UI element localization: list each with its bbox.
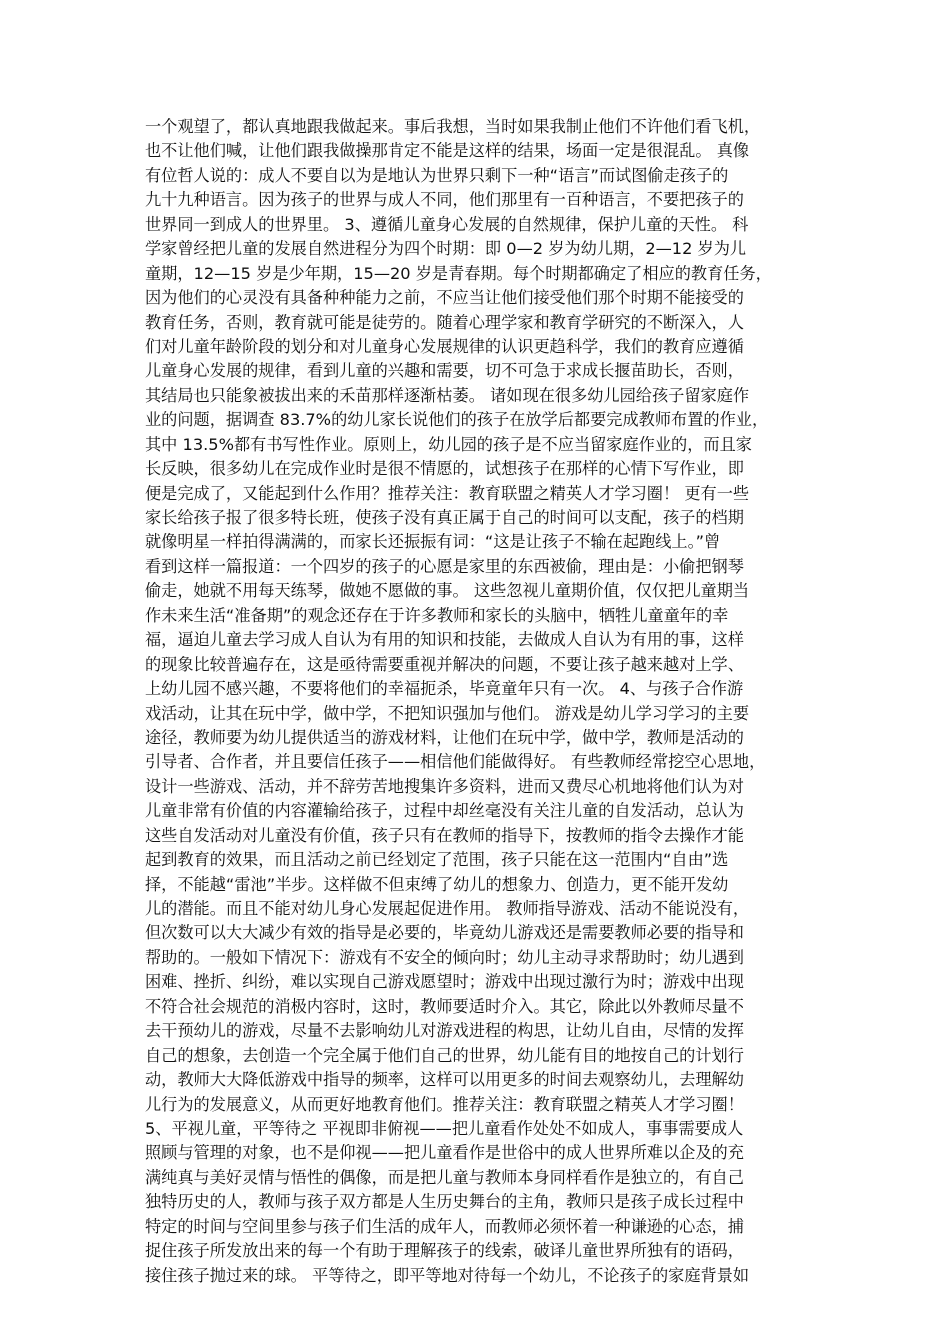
text-line: 上幼儿园不感兴趣，不要将他们的幸福扼杀，毕竟童年只有一次。 4、与孩子合作游: [145, 679, 744, 699]
text-line: 帮助的。一般如下情况下：游戏有不安全的倾向时；幼儿主动寻求帮助时；幼儿遇到: [145, 947, 744, 967]
text-line: 有位哲人说的：成人不要自以为是地认为世界只剩下一种“语言”而试图偷走孩子的: [145, 165, 729, 185]
text-line: 捉住孩子所发放出来的每一个有助于理解孩子的线索，破译儿童世界所独有的语码，: [145, 1241, 744, 1261]
text-line: 教育任务，否则，教育就可能是徒劳的。随着心理学家和教育学研究的不断深入，人: [145, 312, 744, 332]
text-line: 儿的潜能。而且不能对幼儿身心发展起促进作用。 教师指导游戏、活动不能说没有，: [145, 899, 750, 918]
text-line: 偷走，她就不用每天练琴，做她不愿做的事。 这些忽视儿童期价值，仅仅把儿童期当: [145, 581, 750, 601]
text-line: 家长给孩子报了很多特长班，使孩子没有真正属于自己的时间可以支配，孩子的档期: [145, 508, 744, 527]
text-line: 作未来生活“准备期”的观念还存在于许多教师和家长的头脑中，牺牲儿童童年的幸: [145, 605, 729, 625]
text-line: 不符合社会规范的消极内容时，这时，教师要适时介入。其它，除此以外教师尽量不: [145, 996, 744, 1016]
text-line: 儿行为的发展意义，从而更好地教育他们。推荐关注：教育联盟之精英人才学习圈！: [145, 1094, 744, 1114]
text-line: 接住孩子抛过来的球。 平等待之，即平等地对待每一个幼儿，不论孩子的家庭背景如: [145, 1265, 750, 1285]
body-text: [145, 115, 805, 1288]
text-line: 业的问题，据调查 83.7%的幼儿家长说他们的孩子在放学后都要完成教师布置的作业，: [145, 410, 769, 430]
text-line: 照顾与管理的对象，也不是仰视——把儿童看作是世俗中的成人世界所难以企及的充: [145, 1143, 744, 1163]
text-line: 自己的想象，去创造一个完全属于他们自己的世界，幼儿能有目的地按自己的计划行: [145, 1045, 744, 1065]
text-line: 儿童非常有价值的内容灌输给孩子，过程中却丝毫没有关注儿童的自发活动，总认为: [145, 801, 744, 821]
text-line: 戏活动，让其在玩中学，做中学，不把知识强加与他们。 游戏是幼儿学习学习的主要: [145, 703, 750, 723]
text-line: 设计一些游戏、活动，并不辞劳苦地搜集许多资料，进而又费尽心机地将他们认为对: [145, 776, 744, 796]
text-line: 的现象比较普遍存在，这是亟待需要重视并解决的问题，不要让孩子越来越对上学、: [145, 654, 744, 674]
text-line: 世界同一到成人的世界里。 3、遵循儿童身心发展的自然规律，保护儿童的天性。 科: [145, 214, 749, 234]
text-line: 看到这样一篇报道：一个四岁的孩子的心愿是家里的东西被偷，理由是：小偷把钢琴: [145, 556, 744, 576]
text-line: 其中 13.5%都有书写性作业。原则上，幼儿园的孩子是不应当留家庭作业的，而且家: [145, 434, 752, 454]
text-line: 去干预幼儿的游戏，尽量不去影响幼儿对游戏进程的构思，让幼儿自由，尽情的发挥: [145, 1021, 744, 1041]
text-line: 独特历史的人，教师与孩子双方都是人生历史舞台的主角，教师只是孩子成长过程中: [145, 1192, 744, 1212]
text-line: 儿童身心发展的规律，看到儿童的兴趣和需要，切不可急于求成长揠苗助长，否则，: [145, 361, 744, 381]
text-line: 也不让他们喊，让他们跟我做操那肯定不能是这样的结果，场面一定是很混乱。 真像: [145, 141, 750, 161]
text-line: 九十九种语言。因为孩子的世界与成人不同，他们那里有一百种语言，不要把孩子的: [145, 190, 744, 210]
text-line: 择，不能越“雷池”半步。这样做不但束缚了幼儿的想象力、创造力，更不能开发幼: [145, 874, 729, 894]
text-line: 满纯真与美好灵情与悟性的偶像，而是把儿童与教师本身同样看作是独立的，有自己: [145, 1167, 744, 1187]
text-line: 但次数可以大大减少有效的指导是必要的，毕竟幼儿游戏还是需要教师必要的指导和: [145, 923, 744, 943]
text-line: 5、平视儿童，平等待之 平视即非俯视——把儿童看作处处不如成人，事事需要成人: [145, 1118, 744, 1138]
text-line: 因为他们的心灵没有具备种种能力之前，不应当让他们接受他们那个时期不能接受的: [145, 288, 744, 308]
text-line: 一个观望了，都认真地跟我做起来。事后我想，当时如果我制止他们不许他们看飞机，: [145, 117, 761, 136]
text-line: 特定的时间与空间里参与孩子们生活的成年人，而教师必须怀着一种谦逊的心态，捕: [145, 1216, 744, 1236]
text-line: 这些自发活动对儿童没有价值，孩子只有在教师的指导下，按教师的指令去操作才能: [145, 825, 744, 845]
text-line: 福，逼迫儿童去学习成人自认为有用的知识和技能，去做成人自认为有用的事，这样: [145, 630, 744, 650]
text-line: 其结局也只能象被拔出来的禾苗那样逐渐枯萎。 诸如现在很多幼儿园给孩子留家庭作: [145, 385, 750, 405]
text-line: 引导者、合作者，并且要信任孩子——相信他们能做得好。 有些教师经常挖空心思地，: [145, 752, 766, 772]
text-line: 们对儿童年龄阶段的划分和对儿童身心发展规律的认识更趋科学，我们的教育应遵循: [145, 336, 744, 356]
text-line: 便是完成了，又能起到什么作用？推荐关注：教育联盟之精英人才学习圈！ 更有一些: [145, 483, 750, 503]
text-line: 途径，教师要为幼儿提供适当的游戏材料，让他们在玩中学，做中学，教师是活动的: [145, 727, 744, 747]
text-line: 学家曾经把儿童的发展自然进程分为四个时期：即 0—2 岁为幼儿期，2—12 岁为儿: [145, 239, 747, 259]
text-line: 童期，12—15 岁是少年期，15—20 岁是青春期。每个时期都确定了相应的教育任务，: [145, 263, 772, 283]
text-line: 动，教师大大降低游戏中指导的频率，这样可以用更多的时间去观察幼儿，去理解幼: [145, 1070, 744, 1090]
text-line: 长反映，很多幼儿在完成作业时是很不情愿的，试想孩子在那样的心情下写作业，即: [145, 459, 744, 479]
text-line: 困难、挫折、纠纷，难以实现自己游戏愿望时；游戏中出现过激行为时；游戏中出现: [145, 972, 744, 992]
text-line: 起到教育的效果，而且活动之前已经划定了范围，孩子只能在这一范围内“自由”选: [145, 850, 729, 870]
text-line: 就像明星一样拍得满满的，而家长还振振有词：“这是让孩子不输在起跑线上。”曾: [145, 532, 721, 552]
